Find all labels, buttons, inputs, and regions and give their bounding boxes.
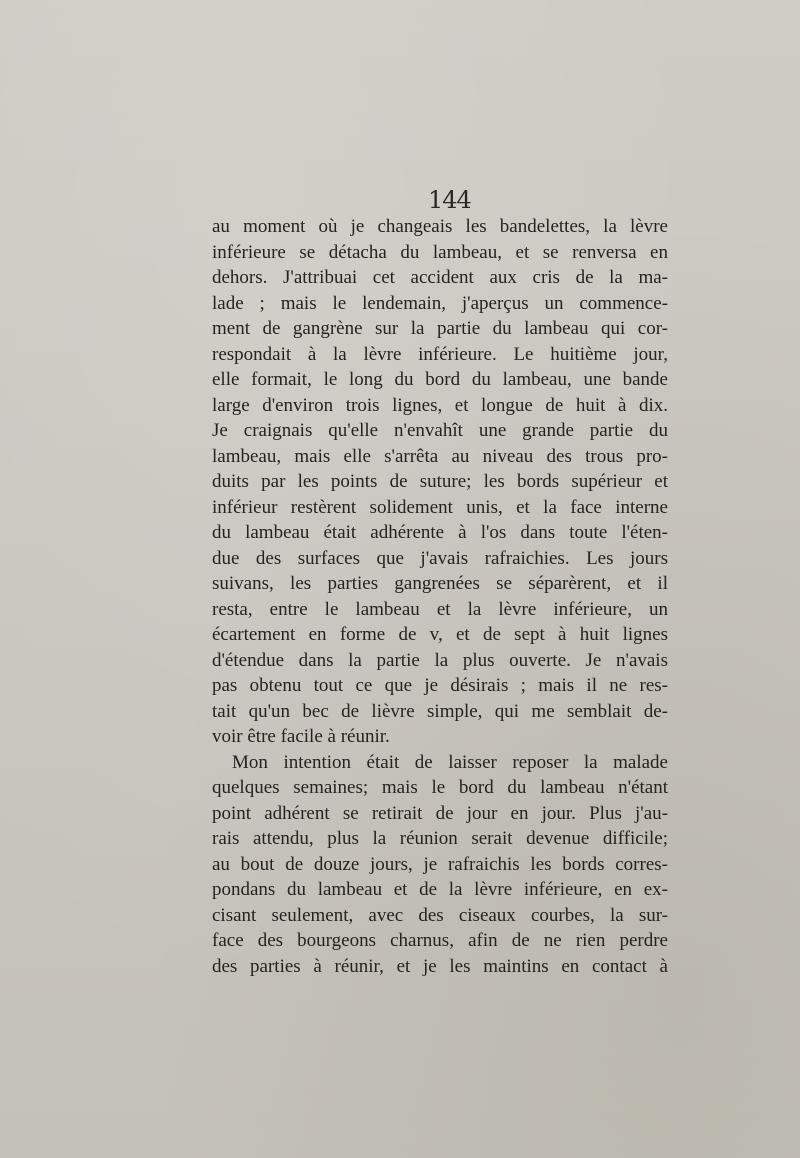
page-number: 144 — [428, 186, 471, 214]
text-line: elle formait, le long du bord du lambeau, une bande — [212, 369, 668, 390]
text-line: d'étendue dans la partie la plus ouverte. Je n'avais — [212, 649, 668, 671]
text-line: tait qu'un bec de lièvre simple, qui me semblait de- — [212, 700, 668, 722]
text-line: voir être facile à réunir. — [212, 726, 390, 747]
text-line: lade ; mais le lendemain, j'aperçus un commence- — [212, 292, 668, 314]
text-line: au bout de douze jours, je rafraichis les bords corres- — [212, 853, 668, 875]
text-line: Mon intention était de laisser reposer la malade — [232, 751, 668, 773]
text-line: point adhérent se retirait de jour en jour. Plus j'au- — [212, 802, 668, 824]
text-line: lambeau, mais elle s'arrêta au niveau des trous pro- — [212, 445, 668, 467]
body-text — [212, 214, 668, 979]
text-line: du lambeau était adhérente à l'os dans toute l'éten- — [212, 522, 668, 543]
text-line: pondans du lambeau et de la lèvre inférieure, en ex- — [212, 879, 668, 900]
text-line: face des bourgeons charnus, afin de ne rien perdre — [212, 930, 668, 951]
text-line: inférieure se détacha du lambeau, et se renversa en — [212, 241, 668, 263]
text-line: ment de gangrène sur la partie du lambeau qui cor- — [212, 318, 668, 339]
text-line: dehors. J'attribuai cet accident aux cris de la ma- — [212, 267, 668, 288]
text-line: Je craignais qu'elle n'envahît une grande partie du — [212, 420, 668, 441]
text-line: inférieur restèrent solidement unis, et la face interne — [212, 496, 668, 518]
text-line: pas obtenu tout ce que je désirais ; mais il ne res- — [212, 675, 668, 696]
text-line: suivans, les parties gangrenées se séparèrent, et il — [212, 573, 668, 594]
text-line: respondait à la lèvre inférieure. Le huitième jour, — [212, 343, 668, 365]
text-line: des parties à réunir, et je les maintins en contact à — [212, 955, 668, 977]
text-line: duits par les points de suture; les bords supérieur et — [212, 471, 668, 492]
text-line: écartement en forme de v, et de sept à huit lignes — [212, 624, 668, 645]
text-line: rais attendu, plus la réunion serait devenue difficile; — [212, 828, 668, 849]
text-line: due des surfaces que j'avais rafraichies. Les jours — [212, 547, 668, 569]
text-line: large d'environ trois lignes, et longue de huit à dix. — [212, 394, 668, 416]
text-line: cisant seulement, avec des ciseaux courbes, la sur- — [212, 904, 668, 926]
text-line: au moment où je changeais les bandelettes, la lèvre — [212, 216, 668, 237]
text-line: quelques semaines; mais le bord du lambeau n'étant — [212, 777, 668, 798]
text-line: resta, entre le lambeau et la lèvre inférieure, un — [212, 598, 668, 620]
